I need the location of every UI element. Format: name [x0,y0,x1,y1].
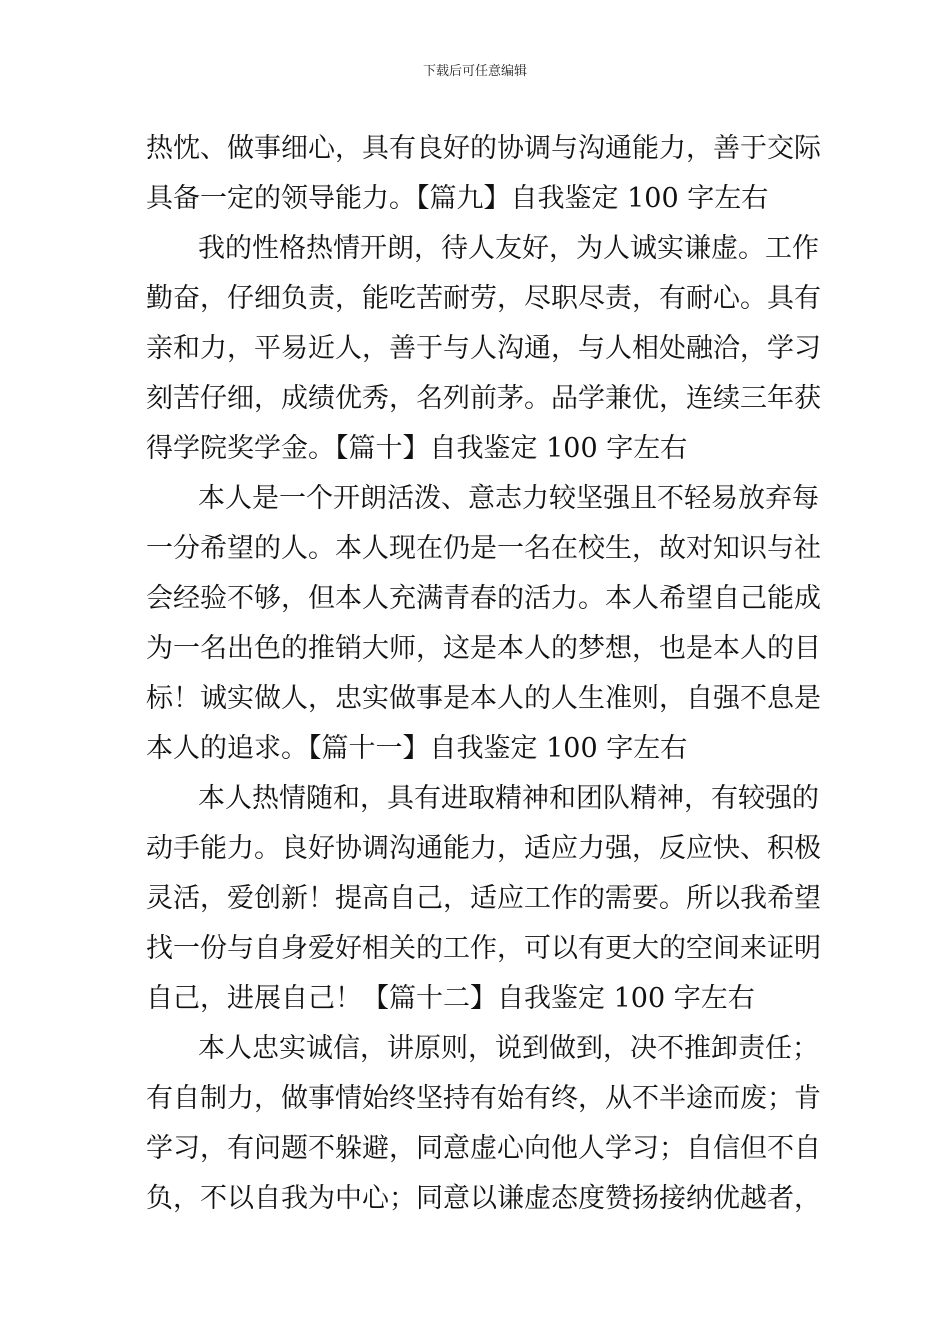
text-line: 为一名出色的推销大师，这是本人的梦想，也是本人的目 [146,633,821,664]
text-line: 本人是一个开朗活泼、意志力较坚强且不轻易放弃每 [198,483,819,514]
text-line: 动手能力。良好协调沟通能力，适应力强，反应快、积极 [146,833,821,864]
text-line: 灵活，爱创新！提高自己，适应工作的需要。所以我希望 [146,883,821,914]
text-line: 得学院奖学金。【篇十】自我鉴定 100 字左右 [146,433,688,464]
text-line: 热忱、做事细心，具有良好的协调与沟通能力，善于交际 [146,133,821,164]
text-line: 本人热情随和，具有进取精神和团队精神，有较强的 [198,783,819,814]
text-line: 勤奋，仔细负责，能吃苦耐劳，尽职尽责，有耐心。具有 [146,283,821,314]
text-line: 负，不以自我为中心；同意以谦虚态度赞扬接纳优越者， [146,1183,821,1214]
text-line: 亲和力，平易近人，善于与人沟通，与人相处融洽，学习 [146,333,821,364]
text-line: 标！诚实做人，忠实做事是本人的人生准则，自强不息是 [146,683,821,714]
page-header: 下载后可任意编辑 [422,64,527,79]
text-line: 本人忠实诚信，讲原则，说到做到，决不推卸责任； [198,1033,819,1064]
text-line: 我的性格热情开朗，待人友好，为人诚实谦虚。工作 [198,233,819,264]
text-line: 本人的追求。【篇十一】自我鉴定 100 字左右 [146,733,688,764]
document-body [146,124,821,1224]
text-line: 学习，有问题不躲避，同意虚心向他人学习；自信但不自 [146,1133,821,1164]
text-line: 有自制力，做事情始终坚持有始有终，从不半途而废；肯 [146,1083,821,1114]
text-line: 找一份与自身爱好相关的工作，可以有更大的空间来证明 [146,933,821,964]
text-line: 具备一定的领导能力。【篇九】自我鉴定 100 字左右 [146,183,769,214]
text-line: 会经验不够，但本人充满青春的活力。本人希望自己能成 [146,583,821,614]
text-line: 自己，进展自己！【篇十二】自我鉴定 100 字左右 [146,983,755,1014]
text-line: 刻苦仔细，成绩优秀，名列前茅。品学兼优，连续三年获 [146,383,821,414]
text-line: 一分希望的人。本人现在仍是一名在校生，故对知识与社 [146,533,821,564]
